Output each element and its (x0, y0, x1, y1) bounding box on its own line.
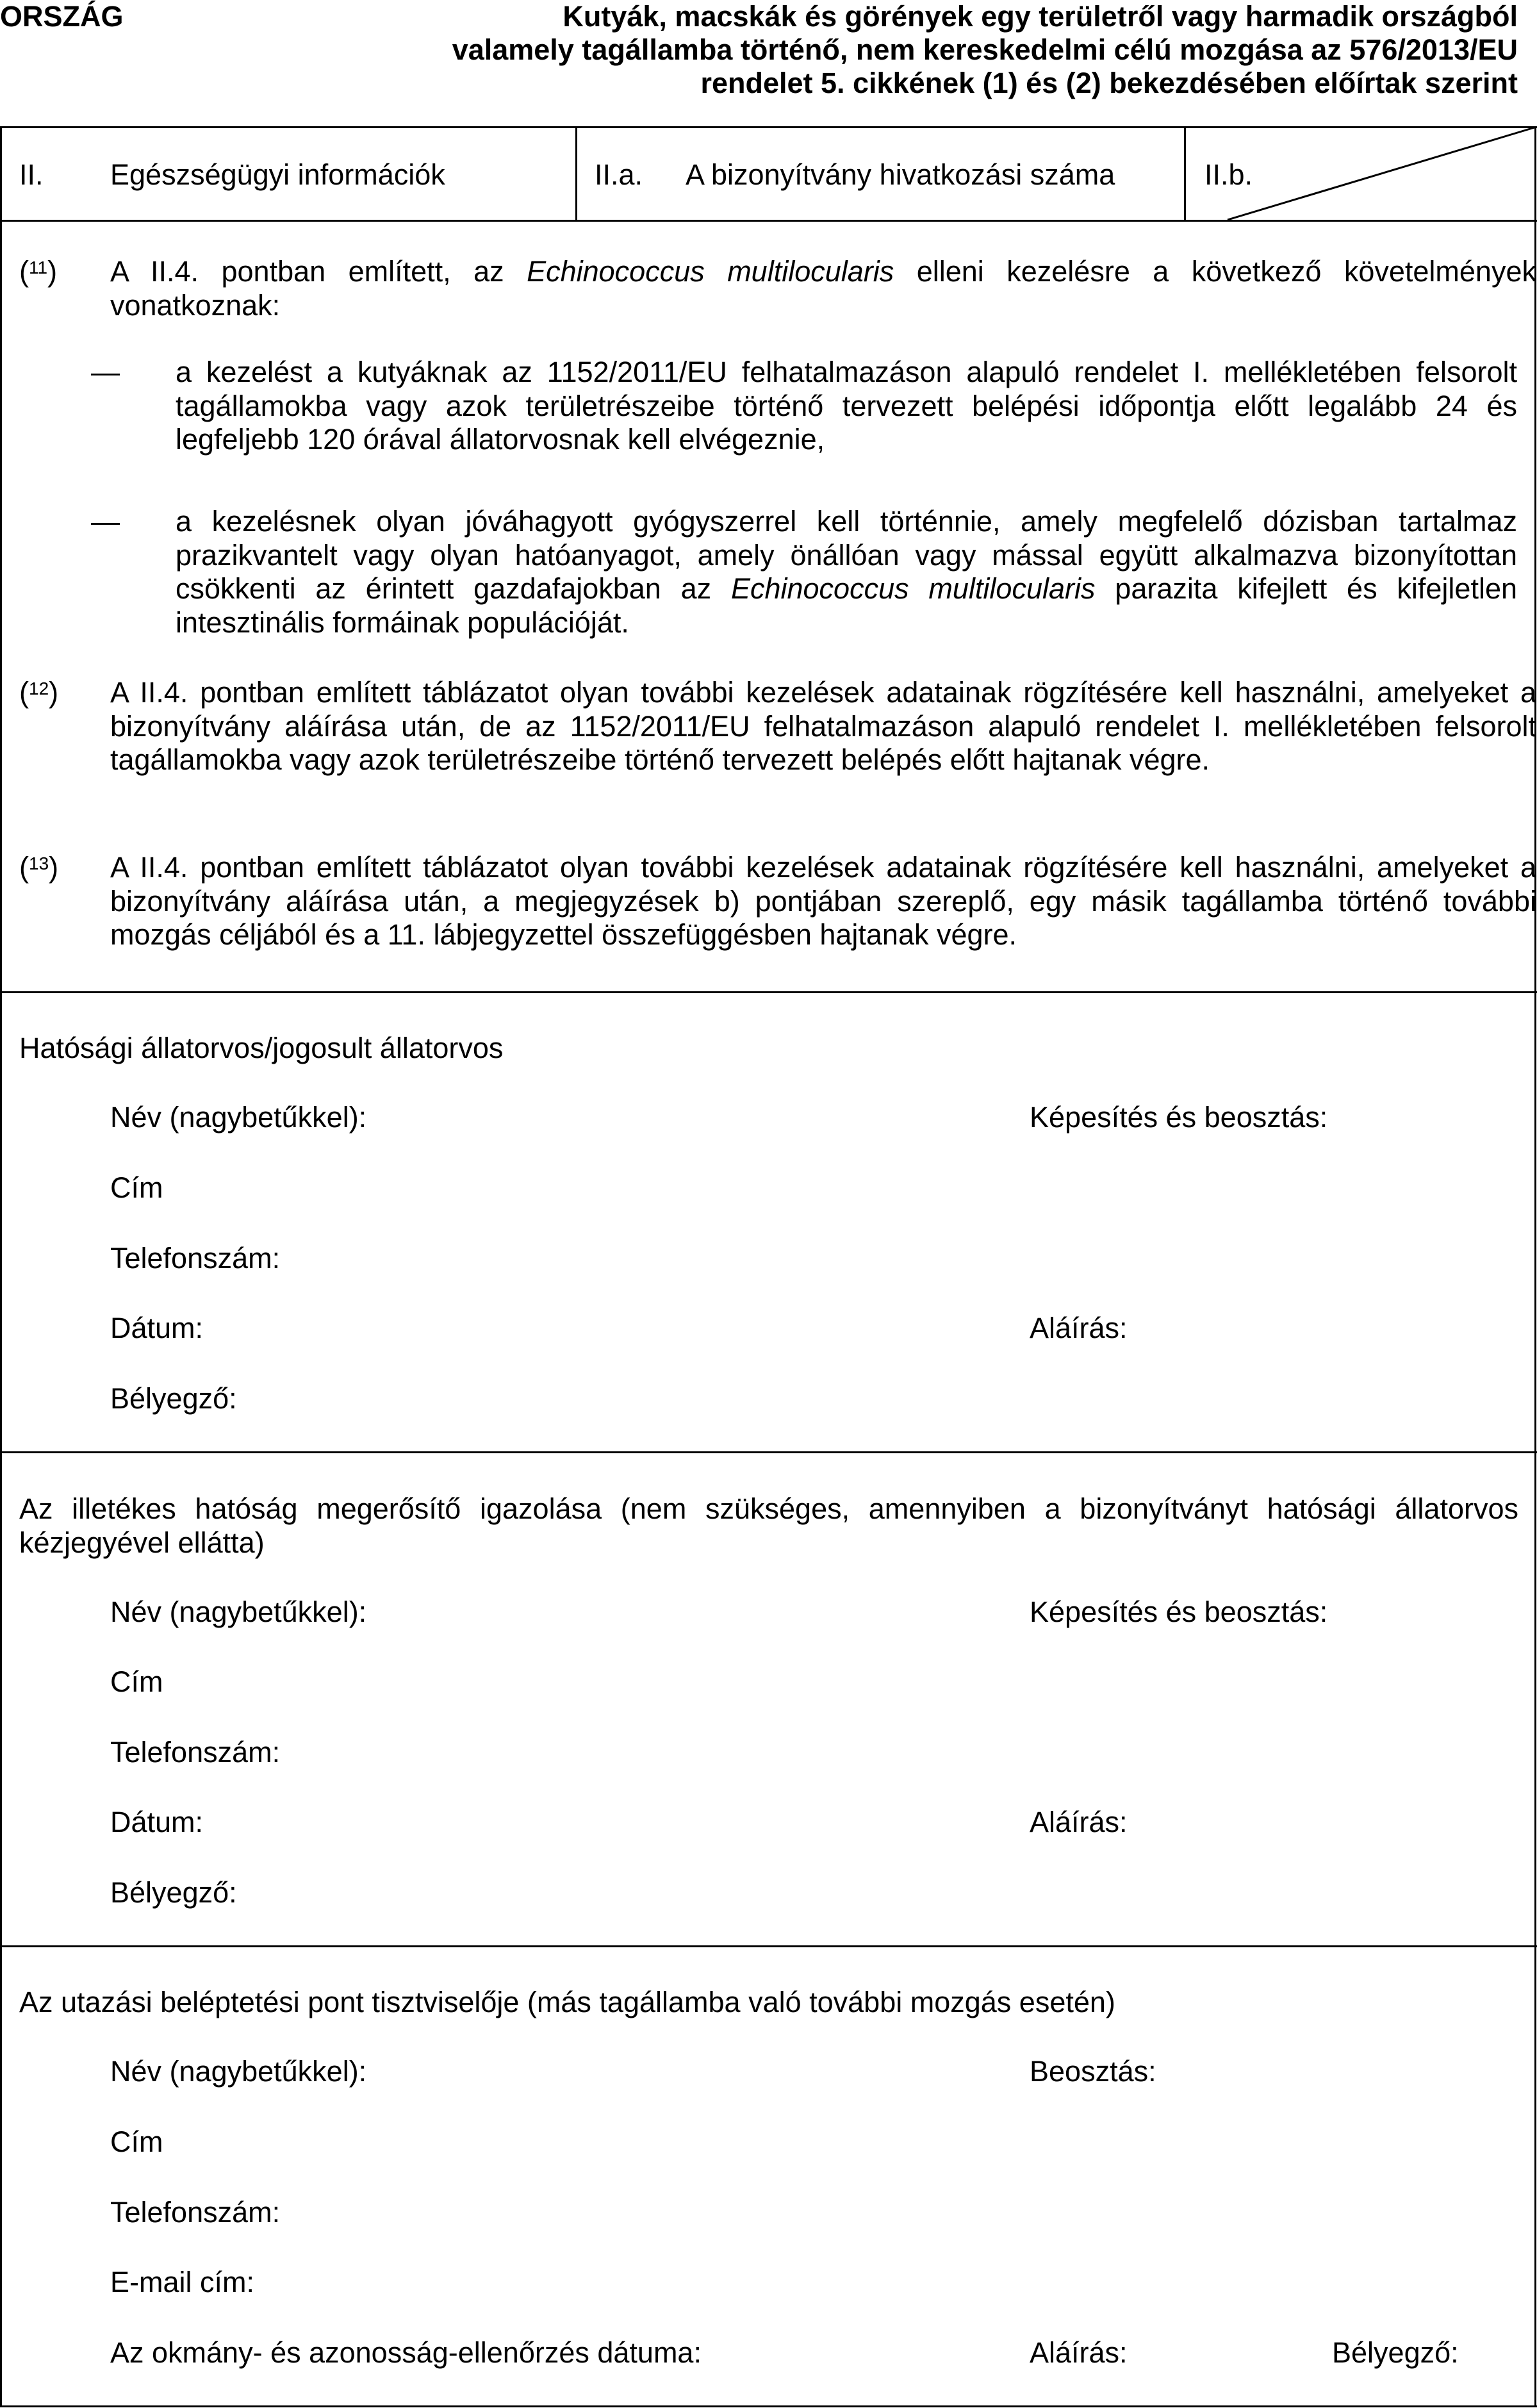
document-title (300, 0, 1518, 100)
signature-label: Aláírás: (1030, 1806, 1128, 1838)
frame-left-line (0, 126, 2, 2407)
address-label: Cím (110, 1171, 163, 1204)
title-line: valamely tagállamba történő, nem kereskedelmi célú mozgása az 576/2013/EU (452, 33, 1518, 66)
date-label: Dátum: (110, 1806, 204, 1838)
email-label: E-mail cím: (110, 2266, 254, 2298)
block3-title: Az utazási beléptetési pont tisztviselője (más tagállamba való további mozgás esetén) (19, 1986, 1115, 2018)
title-line: Kutyák, macskák és görények egy területről vagy harmadik országból (563, 0, 1518, 33)
signature-label: Aláírás: (1030, 2336, 1128, 2369)
signature-label: Aláírás: (1030, 1312, 1128, 1344)
address-label: Cím (110, 1665, 163, 1698)
phone-label: Telefonszám: (110, 2196, 281, 2229)
frame-bottom-line (0, 2405, 1537, 2407)
block1-bottom-line (0, 1451, 1537, 1453)
part-number: II. (19, 158, 44, 191)
footnote-number: ($^{12}$) (19, 676, 59, 709)
footnote-number: ($^{11}$) (19, 255, 58, 288)
ref-label: A bizonyítvány hivatkozási száma (686, 158, 1115, 191)
dash-mark: — (91, 356, 120, 388)
dash-mark: — (91, 505, 120, 538)
position-label: Beosztás: (1030, 2055, 1156, 2088)
footnote-text: A II.4. pontban említett táblázatot olyan további kezelések adatainak rögzítésére kell használni, amelyeket a bizonyítvány aláírása után, a megjegyzések b) pontjában szereplő, egy másik tagállamba történő további mozgás céljából és a 11. lábjegyzettel összefüggésben hajtanak végre. (110, 851, 1536, 951)
section-bar-divider (575, 126, 577, 220)
ref-number: II.a. (595, 158, 643, 191)
item-text: a kezelést a kutyáknak az 1152/2011/EU felhatalmazáson alapuló rendelet I. mellékletében felsorolt tagállamokba vagy azok területrészeibe történő tervezett belépési időpontja előtt legalább 24 és legfeljebb 120 órával állatorvosnak kell elvégeznie, (176, 356, 1517, 456)
qualification-label: Képesítés és beosztás: (1030, 1101, 1328, 1134)
address-label: Cím (110, 2125, 163, 2158)
title-line: rendelet 5. cikkének (1) és (2) bekezdésében előírtak szerint (700, 67, 1518, 99)
block2-bottom-line (0, 1945, 1537, 1947)
date-label: Dátum: (110, 1312, 204, 1344)
sub-number: II.b. (1204, 158, 1253, 191)
footnote-text: A II.4. pontban említett táblázatot olyan további kezelések adatainak rögzítésére kell használni, amelyeket a bizonyítvány aláírása után, de az 1152/2011/EU felhatalmazáson alapuló rendelet I. mellékletében felsorolt tagállamokba vagy azok területrészeibe történő tervezett belépés előtt hajtanak végre. (110, 676, 1536, 776)
block2-title: Az illetékes hatóság megerősítő igazolása (nem szükséges, amennyiben a bizonyítványt hatósági állatorvos kézjegyével ellátta) (19, 1492, 1518, 1559)
name-label: Név (nagybetűkkel): (110, 1101, 367, 1134)
notes-bottom-line (0, 991, 1537, 993)
footnote-number: ($^{13}$) (19, 851, 59, 884)
item-text: a kezelésnek olyan jóváhagyott gyógyszerrel kell történnie, amely megfelelő dózisban tartalmaz prazikvantelt vagy olyan hatóanyagot, amely önállóan vagy mással együtt alkalmazva bizonyítottan csökkenti az érintett gazdafajokban az Echinococcus multilocularis parazita kifejlett és kifejletlen intesztinális formáinak populációját. (176, 505, 1517, 639)
country-label: ORSZÁG (0, 0, 124, 33)
stamp-label: Bélyegző: (110, 1382, 237, 1415)
footnote-text: A II.4. pontban említett, az Echinococcus multilocularis elleni kezelésre a következő követelmények vonatkoznak: (110, 255, 1536, 322)
frame-right-line (1534, 126, 1536, 2407)
qualification-label: Képesítés és beosztás: (1030, 1596, 1328, 1628)
phone-label: Telefonszám: (110, 1242, 281, 1274)
block1-title: Hatósági állatorvos/jogosult állatorvos (19, 1032, 504, 1064)
check-date-label: Az okmány- és azonosság-ellenőrzés dátuma: (110, 2336, 702, 2369)
stamp-label: Bélyegző: (1332, 2336, 1459, 2369)
name-label: Név (nagybetűkkel): (110, 2055, 367, 2088)
name-label: Név (nagybetűkkel): (110, 1596, 367, 1628)
phone-label: Telefonszám: (110, 1736, 281, 1769)
part-label: Egészségügyi információk (110, 158, 445, 191)
stamp-label: Bélyegző: (110, 1876, 237, 1909)
